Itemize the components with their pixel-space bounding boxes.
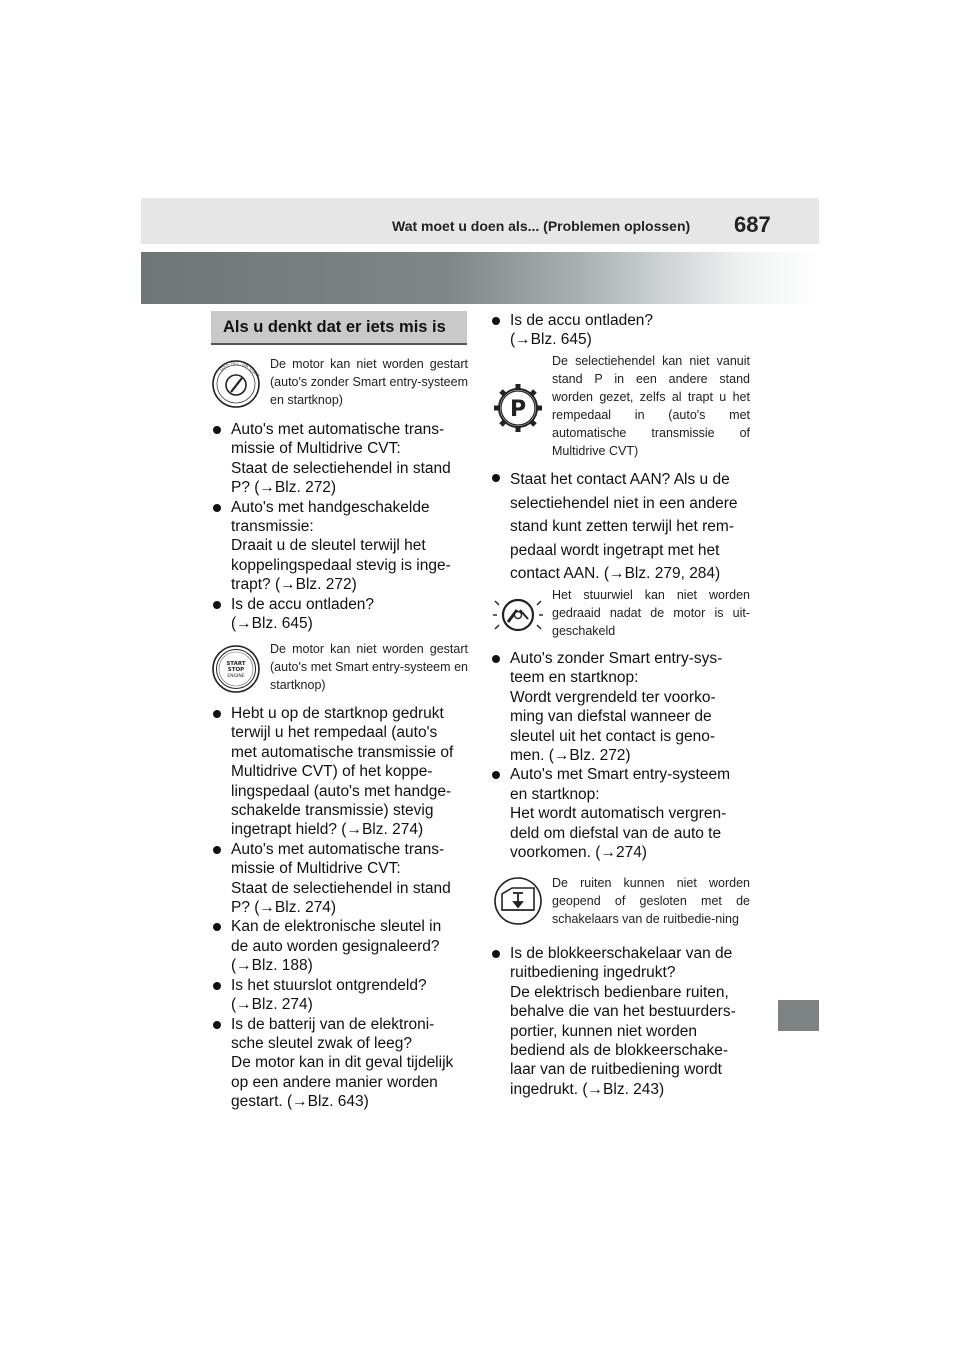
power-window-icon (493, 863, 545, 939)
decorative-gradient-bar (141, 252, 819, 304)
section-heading-rule (211, 343, 467, 345)
note-caption: De selectiehendel kan niet vanuit stand P in een andere stand worden gezet, zelfs al trapt u het rempedaal in (auto's met automatische transmissie of Multidrive CVT) (552, 354, 750, 458)
section-heading: Als u denkt dat er iets mis is (211, 311, 467, 343)
left-bullet-list-2 (211, 704, 467, 1112)
chapter-side-tab (778, 1000, 819, 1031)
note-caption: De motor kan niet worden gestart (auto's met Smart entry-systeem en startknop) (270, 642, 468, 692)
list-item: Auto's zonder Smart entry-sys- teem en startknop: Wordt vergrendeld ter voorko- ming van diefstal wanneer de sleutel uit het contact is geno- men. (→Blz. 272) (490, 649, 752, 765)
note-caption: De ruiten kunnen niet worden geopend of gesloten met de schakelaars van de ruitbedie-ning (552, 876, 750, 926)
note-caption: De motor kan niet worden gestart (auto's zonder Smart entry-systeem en startknop) (270, 357, 468, 407)
note-steering-wheel-locked (493, 583, 751, 643)
icon-label-start: START (226, 661, 246, 667)
list-item: Is de accu ontladen? (→Blz. 645) (490, 311, 752, 350)
right-bullet-list-2 (490, 468, 754, 586)
list-item: Is het stuurslot ontgrendeld? (→Blz. 274) (211, 976, 467, 1015)
list-item: Auto's met Smart entry-systeem en startknop: Het wordt automatisch vergren- deld om diefstal van de auto te voorkomen. (→274) (490, 765, 752, 862)
ignition-key-switch-icon (211, 352, 263, 412)
list-item: Auto's met handgeschakelde transmissie: Draait u de sleutel terwijl het koppelingspedaal stevig is inge- trapt? (→Blz. 272) (211, 498, 467, 595)
icon-label-p: P (509, 397, 527, 422)
list-item: Is de blokkeerschakelaar van de ruitbediening ingedrukt? De elektrisch bedienbare ruiten, behalve die van het bestuurders- portier, kunnen niet worden bediend als de blokkeerschake- laar van de ruitbediening wordt ingedrukt. (→Blz. 243) (490, 944, 752, 1099)
note-windows-not-operating (493, 863, 751, 939)
page-number: 687 (734, 212, 771, 237)
note-engine-no-start-key (211, 352, 469, 412)
list-item: Auto's met automatische trans- missie of Multidrive CVT: Staat de selectiehendel in stand P? (→Blz. 274) (211, 840, 467, 918)
list-item: Kan de elektronische sleutel in de auto worden gesignaleerd? (→Blz. 188) (211, 917, 467, 975)
right-bullet-list-3 (490, 649, 752, 862)
icon-label-on: ON (241, 361, 250, 369)
icon-label-stop: STOP (227, 667, 245, 673)
chapter-title: Wat moet u doen als... (Problemen oplossen) (392, 218, 691, 234)
list-item: Is de batterij van de elektroni- sche sleutel zwak of leeg? De motor kan in dit geval tijdelijk op een andere manier worden gestart. (→Blz. 643) (211, 1015, 467, 1112)
note-shift-lever-stuck (493, 350, 751, 462)
note-caption: Het stuurwiel kan niet worden gedraaid nadat de motor is uit-geschakeld (552, 588, 750, 638)
list-item: Is de accu ontladen? (→Blz. 645) (211, 595, 467, 634)
icon-label-engine: ENGINE (227, 674, 245, 679)
engine-start-stop-button-icon (211, 636, 263, 698)
icon-label-lock: LOCK (218, 361, 230, 372)
list-item: Auto's met automatische trans- missie of Multidrive CVT: Staat de selectiehendel in stand P? (→Blz. 272) (211, 420, 467, 498)
steering-wheel-icon (493, 583, 545, 643)
list-item: Hebt u op de startknop gedrukt terwijl u het rempedaal (auto's met automatische transmissie of Multidrive CVT) of het koppe- lingspedaal (auto's met handge- schakelde transmissie) stevig ingetrapt hield? (→Blz. 274) (211, 704, 467, 840)
list-item: Staat het contact AAN? Als u de selectiehendel niet in een andere stand kunt zetten terwijl het rem- pedaal wordt ingetrapt met het contact AAN. (→Blz. 279, 284) (490, 468, 754, 586)
left-bullet-list-1 (211, 420, 467, 633)
icon-label-start: START (248, 366, 261, 379)
right-bullet-list-4 (490, 944, 752, 1099)
icon-label-acc: ACC (231, 360, 240, 366)
note-engine-no-start-button (211, 636, 469, 698)
park-gear-icon (493, 350, 545, 462)
right-bullet-list-1 (490, 311, 752, 350)
